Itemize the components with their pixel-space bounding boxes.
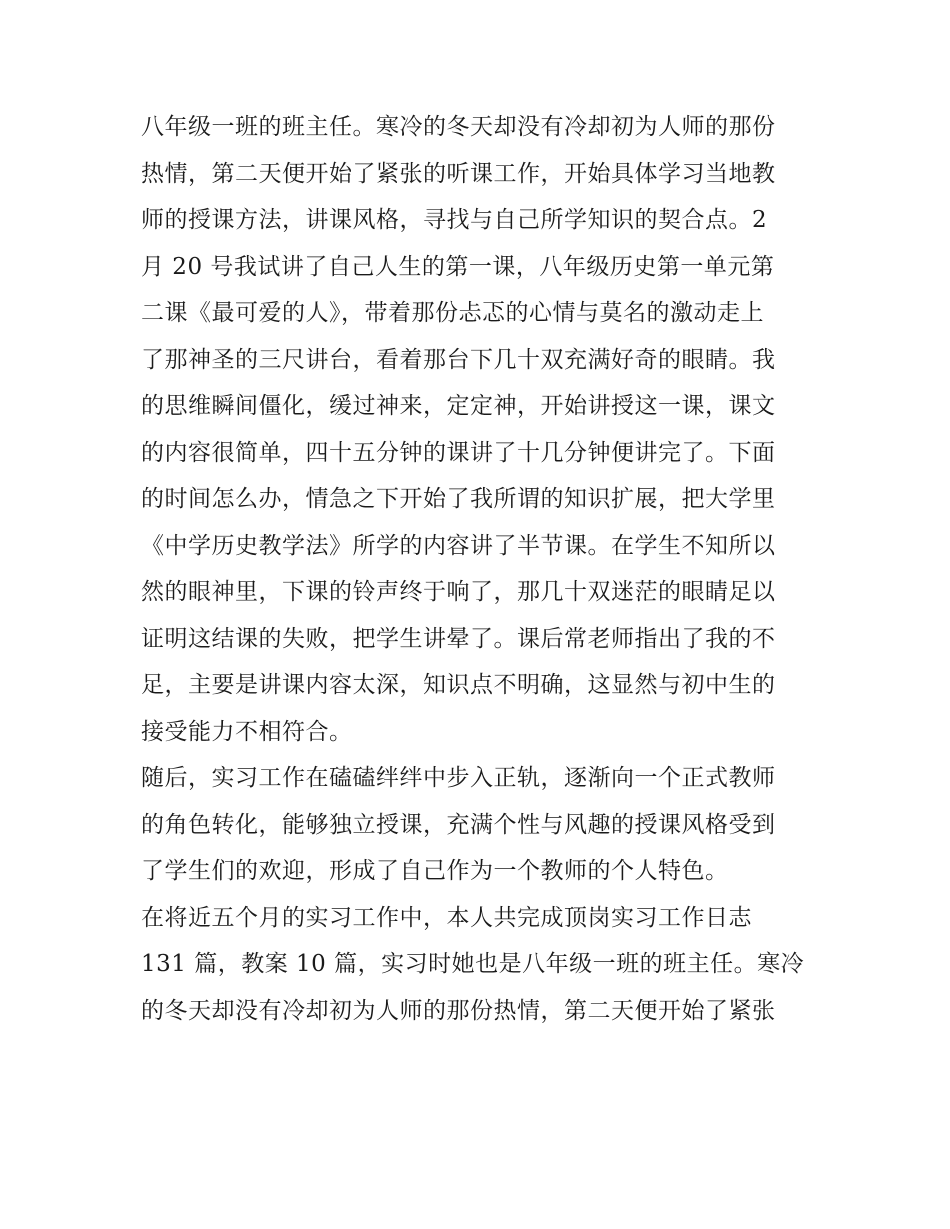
text-line: 证明这结课的失败，把学生讲晕了。课后常老师指出了我的不 (141, 625, 776, 652)
text-line: 的思维瞬间僵化，缓过神来，定定神，开始讲授这一课，课文 (141, 393, 776, 419)
text-line: 接受能力不相符合。 (141, 718, 353, 745)
text-line: 的时间怎么办，情急之下开始了我所谓的知识扩展，把大学里 (141, 486, 776, 512)
text-line: 了那神圣的三尺讲台，看着那台下几十双充满好奇的眼睛。我 (141, 346, 776, 373)
text-line: 了学生们的欢迎，形成了自己作为一个教师的个人特色。 (141, 858, 729, 884)
text-line: 二课《最可爱的人》，带着那份忐忑的心情与莫名的激动走上 (141, 300, 764, 326)
text-line: 的角色转化，能够独立授课，充满个性与风趣的授课风格受到 (141, 811, 776, 838)
text-line: 的冬天却没有冷却初为人师的那份热情，第二天便开始了紧张 (141, 997, 776, 1024)
body-text (141, 104, 821, 1034)
text-line: 然的眼神里，下课的铃声终于响了，那几十双迷茫的眼睛足以 (141, 579, 776, 605)
text-line: 足，主要是讲课内容太深，知识点不明确，这显然与初中生的 (141, 672, 776, 698)
text-line: 热情，第二天便开始了紧张的听课工作，开始具体学习当地教 (141, 160, 776, 187)
text-line: 师的授课方法，讲课风格，寻找与自己所学知识的契合点。2 (141, 207, 768, 233)
text-line: 在将近五个月的实习工作中，本人共完成顶岗实习工作日志 (141, 904, 752, 931)
text-line: 的内容很简单，四十五分钟的课讲了十几分钟便讲完了。下面 (141, 439, 776, 466)
text-line: 《中学历史教学法》所学的内容讲了半节课。在学生不知所以 (141, 532, 776, 559)
text-line: 月 20 号我试讲了自己人生的第一课，八年级历史第一单元第 (141, 253, 775, 280)
text-line: 八年级一班的班主任。寒冷的冬天却没有冷却初为人师的那份 (141, 114, 776, 140)
text-line: 131 篇，教案 10 篇，实习时她也是八年级一班的班主任。寒冷 (141, 951, 805, 977)
text-line: 随后，实习工作在磕磕绊绊中步入正轨，逐渐向一个正式教师 (141, 765, 776, 791)
